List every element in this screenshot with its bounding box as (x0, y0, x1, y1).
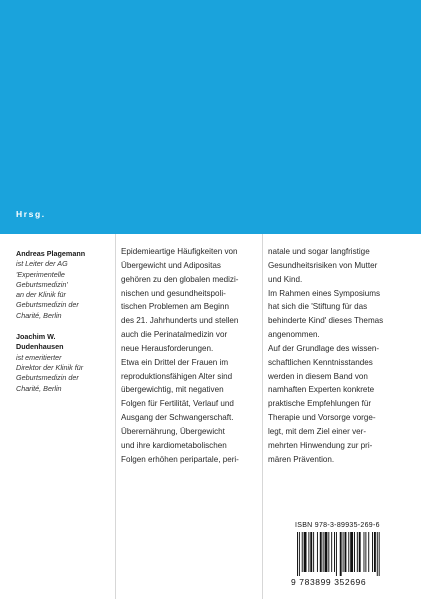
blurb-line: praktische Empfehlungen für (268, 399, 372, 409)
blurb-line: reproduktionsfähigen Alter sind (121, 371, 233, 381)
barcode-bar (374, 532, 376, 572)
barcode-bar (343, 532, 344, 572)
blurb-line: hat sich die 'Stiftung für das (268, 302, 368, 312)
column-divider-right (262, 234, 263, 599)
editor-description-line: ist emeritierter (16, 352, 62, 362)
blurb-line: neue Herausforderungen. (121, 343, 214, 353)
barcode-bar (299, 532, 300, 576)
barcode-bar (372, 532, 373, 572)
barcode-bar (320, 532, 322, 572)
blurb-line: Gesundheitsrisiken von Mutter (268, 260, 378, 270)
blurb-line: Auf der Grundlage des wissen- (268, 343, 380, 353)
blurb-line: angenommen. (268, 330, 320, 340)
editors-column (16, 249, 112, 394)
barcode-bars (297, 532, 405, 576)
barcode-bar (364, 532, 365, 572)
isbn-label: ISBN 978-3-89935-269-6 (295, 522, 380, 529)
editor-description-line: Geburtsmedizin der (16, 373, 79, 383)
blurb-line: auch die Perinatalmedizin vor (121, 330, 228, 340)
blurb-line: übergewichtig, mit negativen (121, 385, 224, 395)
blurb-line: Im Rahmen eines Symposiums (268, 288, 381, 298)
barcode-bar (379, 532, 380, 576)
barcode-bar (323, 532, 324, 572)
editor-description-line: Direktor der Klinik für (16, 362, 84, 372)
barcode-bar (317, 532, 318, 572)
blurb-line: Etwa ein Drittel der Frauen im (121, 357, 229, 367)
blurb-line: namhaften Experten konkrete (268, 385, 375, 395)
editor-spacer (16, 321, 112, 332)
barcode-bar (308, 532, 309, 572)
editors-heading: Hrsg. (16, 209, 46, 219)
editor-description-line: Charité, Berlin (16, 383, 62, 393)
blurb-line: und ihre kardiometabolischen (121, 440, 227, 450)
editor-description-line: ist Leiter der AG (16, 259, 68, 269)
column-divider-left (115, 234, 116, 599)
editor-name: Dudenhausen (16, 342, 64, 352)
blurb-line: werden in diesem Band von (268, 371, 368, 381)
blurb-line: mären Prävention. (268, 454, 335, 464)
barcode-bar (313, 532, 314, 572)
blurb-line: behinderte Kind' dieses Themas (268, 316, 384, 326)
barcode-bar (328, 532, 329, 572)
blurb-line: natale und sogar langfristige (268, 247, 370, 256)
blurb-line: tischen Problemen am Beginn (121, 302, 229, 312)
editor-name: Andreas Plagemann (16, 249, 86, 258)
barcode-bar (302, 532, 303, 572)
barcode-digits: 9 783899 352696 (291, 577, 367, 587)
blurb-line: Therapie und Vorsorge vorge- (268, 413, 376, 423)
barcode-bar (357, 532, 358, 572)
barcode-bar (377, 532, 378, 576)
cover-color-panel (0, 0, 421, 234)
barcode-bar (310, 532, 312, 572)
blurb-line: Übergewicht und Adipositas (121, 260, 221, 270)
barcode-bar (331, 532, 332, 572)
barcode-bar (368, 532, 369, 572)
editor-name: Joachim W. (16, 332, 56, 342)
blurb-line: nischen und gesundheitspoli- (121, 288, 226, 298)
barcode-bar (345, 532, 347, 572)
barcode-bar (350, 532, 353, 572)
blurb-line: Folgen erhöhen peripartale, peri- (121, 454, 239, 464)
barcode-bar (336, 532, 337, 576)
editor-description-line: Charité, Berlin (16, 310, 62, 320)
editor-description-line: Geburtsmedizin der (16, 300, 79, 310)
barcode-bar (354, 532, 355, 572)
blurb-line: Folgen für Fertilität, Verlauf und (121, 399, 234, 409)
barcode-bar (304, 532, 307, 572)
blurb-line: schaftlichen Kenntnisstandes (268, 357, 373, 367)
barcode-bar (325, 532, 328, 572)
barcode-bar (348, 532, 349, 572)
barcode-bar (297, 532, 298, 576)
editor-description-line: Geburtsmedizin' (16, 279, 68, 289)
isbn-barcode (291, 522, 412, 588)
blurb-line: mehrten Hinwendung zur pri- (268, 440, 373, 450)
editor-description-line: an der Klinik für (16, 290, 66, 300)
blurb-line: gehören zu den globalen medizi- (121, 274, 239, 284)
editor-description-line: 'Experimentelle (16, 269, 65, 279)
blurb-line: Epidemieartige Häufigkeiten von (121, 247, 238, 256)
barcode-bar (365, 532, 366, 572)
blurb-line: legt, mit dem Ziel einer ver- (268, 426, 367, 436)
blurb-line: des 21. Jahrhunderts und stellen (121, 316, 239, 326)
barcode-bar (340, 532, 342, 576)
blurb-line: Überernährung, Übergewicht (121, 426, 225, 436)
barcode-bar (359, 532, 361, 572)
blurb-line: und Kind. (268, 274, 303, 284)
barcode-bar (334, 532, 335, 572)
blurb-line: Ausgang der Schwangerschaft. (121, 413, 234, 423)
blurb-column-right (268, 245, 413, 467)
blurb-column-middle (121, 245, 261, 467)
